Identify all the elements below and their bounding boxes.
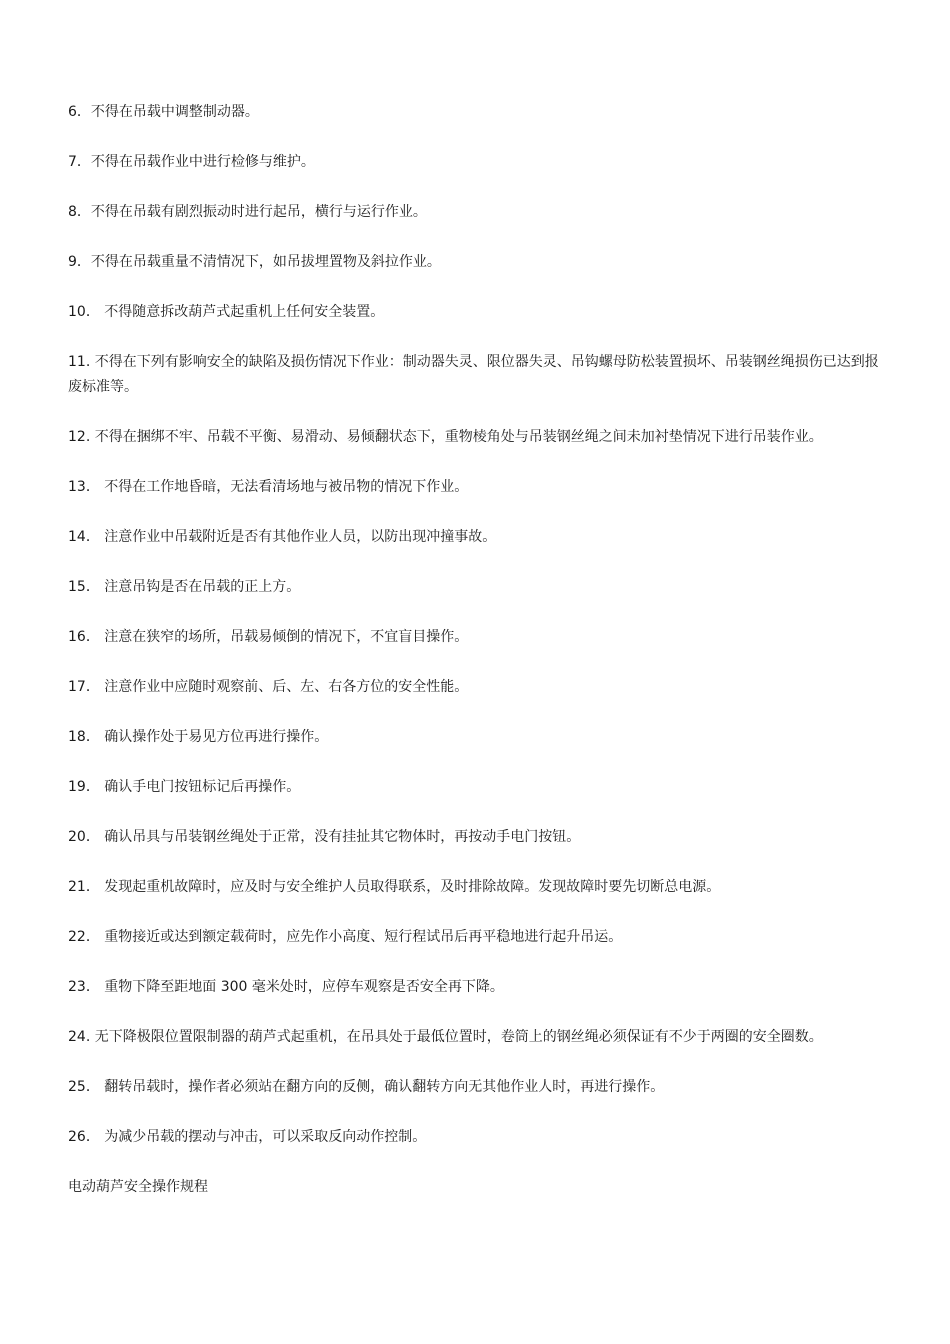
rule-item-19: 19． 确认手电门按钮标记后再操作。 [68,779,301,795]
rule-item-12: 12. 不得在捆绑不牢、吊载不平衡、易滑动、易倾翻状态下，重物棱角处与吊装钢丝绳之间未加衬垫情况下进行吊装作业。 [68,429,823,445]
rule-item-16: 16． 注意在狭窄的场所，吊载易倾倒的情况下，不宜盲目操作。 [68,629,469,645]
rule-item-13: 13． 不得在工作地昏暗，无法看清场地与被吊物的情况下作业。 [68,479,469,495]
rule-item-14: 14． 注意作业中吊载附近是否有其他作业人员，以防出现冲撞事故。 [68,529,497,545]
rule-item-10: 10． 不得随意拆改葫芦式起重机上任何安全装置。 [68,304,385,320]
rule-item-22: 22． 重物接近或达到额定载荷时，应先作小高度、短行程试吊后再平稳地进行起升吊运。 [68,929,623,945]
rule-item-17: 17． 注意作业中应随时观察前、后、左、右各方位的安全性能。 [68,679,469,695]
rule-item-20: 20． 确认吊具与吊装钢丝绳处于正常，没有挂扯其它物体时，再按动手电门按钮。 [68,829,581,845]
rule-item-26: 26． 为减少吊载的摆动与冲击，可以采取反向动作控制。 [68,1129,427,1145]
document-page [68,100,886,1200]
rule-item-18: 18． 确认操作处于易见方位再进行操作。 [68,729,329,745]
rule-item-23: 23． 重物下降至距地面 300 毫米处时，应停车观察是否安全再下降。 [68,979,504,995]
rule-item-21: 21． 发现起重机故障时，应及时与安全维护人员取得联系，及时排除故障。发现故障时要先切断总电源。 [68,879,721,895]
rule-item-8: 8．不得在吊载有剧烈振动时进行起吊，横行与运行作业。 [68,204,427,220]
rule-item-25: 25． 翻转吊载时，操作者必须站在翻方向的反侧，确认翻转方向无其他作业人时，再进行操作。 [68,1079,665,1095]
rule-item-11: 11. 不得在下列有影响安全的缺陷及损伤情况下作业：制动器失灵、限位器失灵、吊钩螺母防松装置损坏、吊装钢丝绳损伤已达到报废标准等。 [68,354,879,395]
rule-item-24: 24. 无下降极限位置限制器的葫芦式起重机，在吊具处于最低位置时，卷筒上的钢丝绳必须保证有不少于两圈的安全圈数。 [68,1029,823,1045]
rule-item-9: 9．不得在吊载重量不清情况下，如吊拔埋置物及斜拉作业。 [68,254,441,270]
rule-item-6: 6．不得在吊载中调整制动器。 [68,104,259,120]
rule-item-7: 7．不得在吊载作业中进行检修与维护。 [68,154,315,170]
section-title: 电动葫芦安全操作规程 [68,1179,208,1195]
rule-item-15: 15． 注意吊钩是否在吊载的正上方。 [68,579,301,595]
